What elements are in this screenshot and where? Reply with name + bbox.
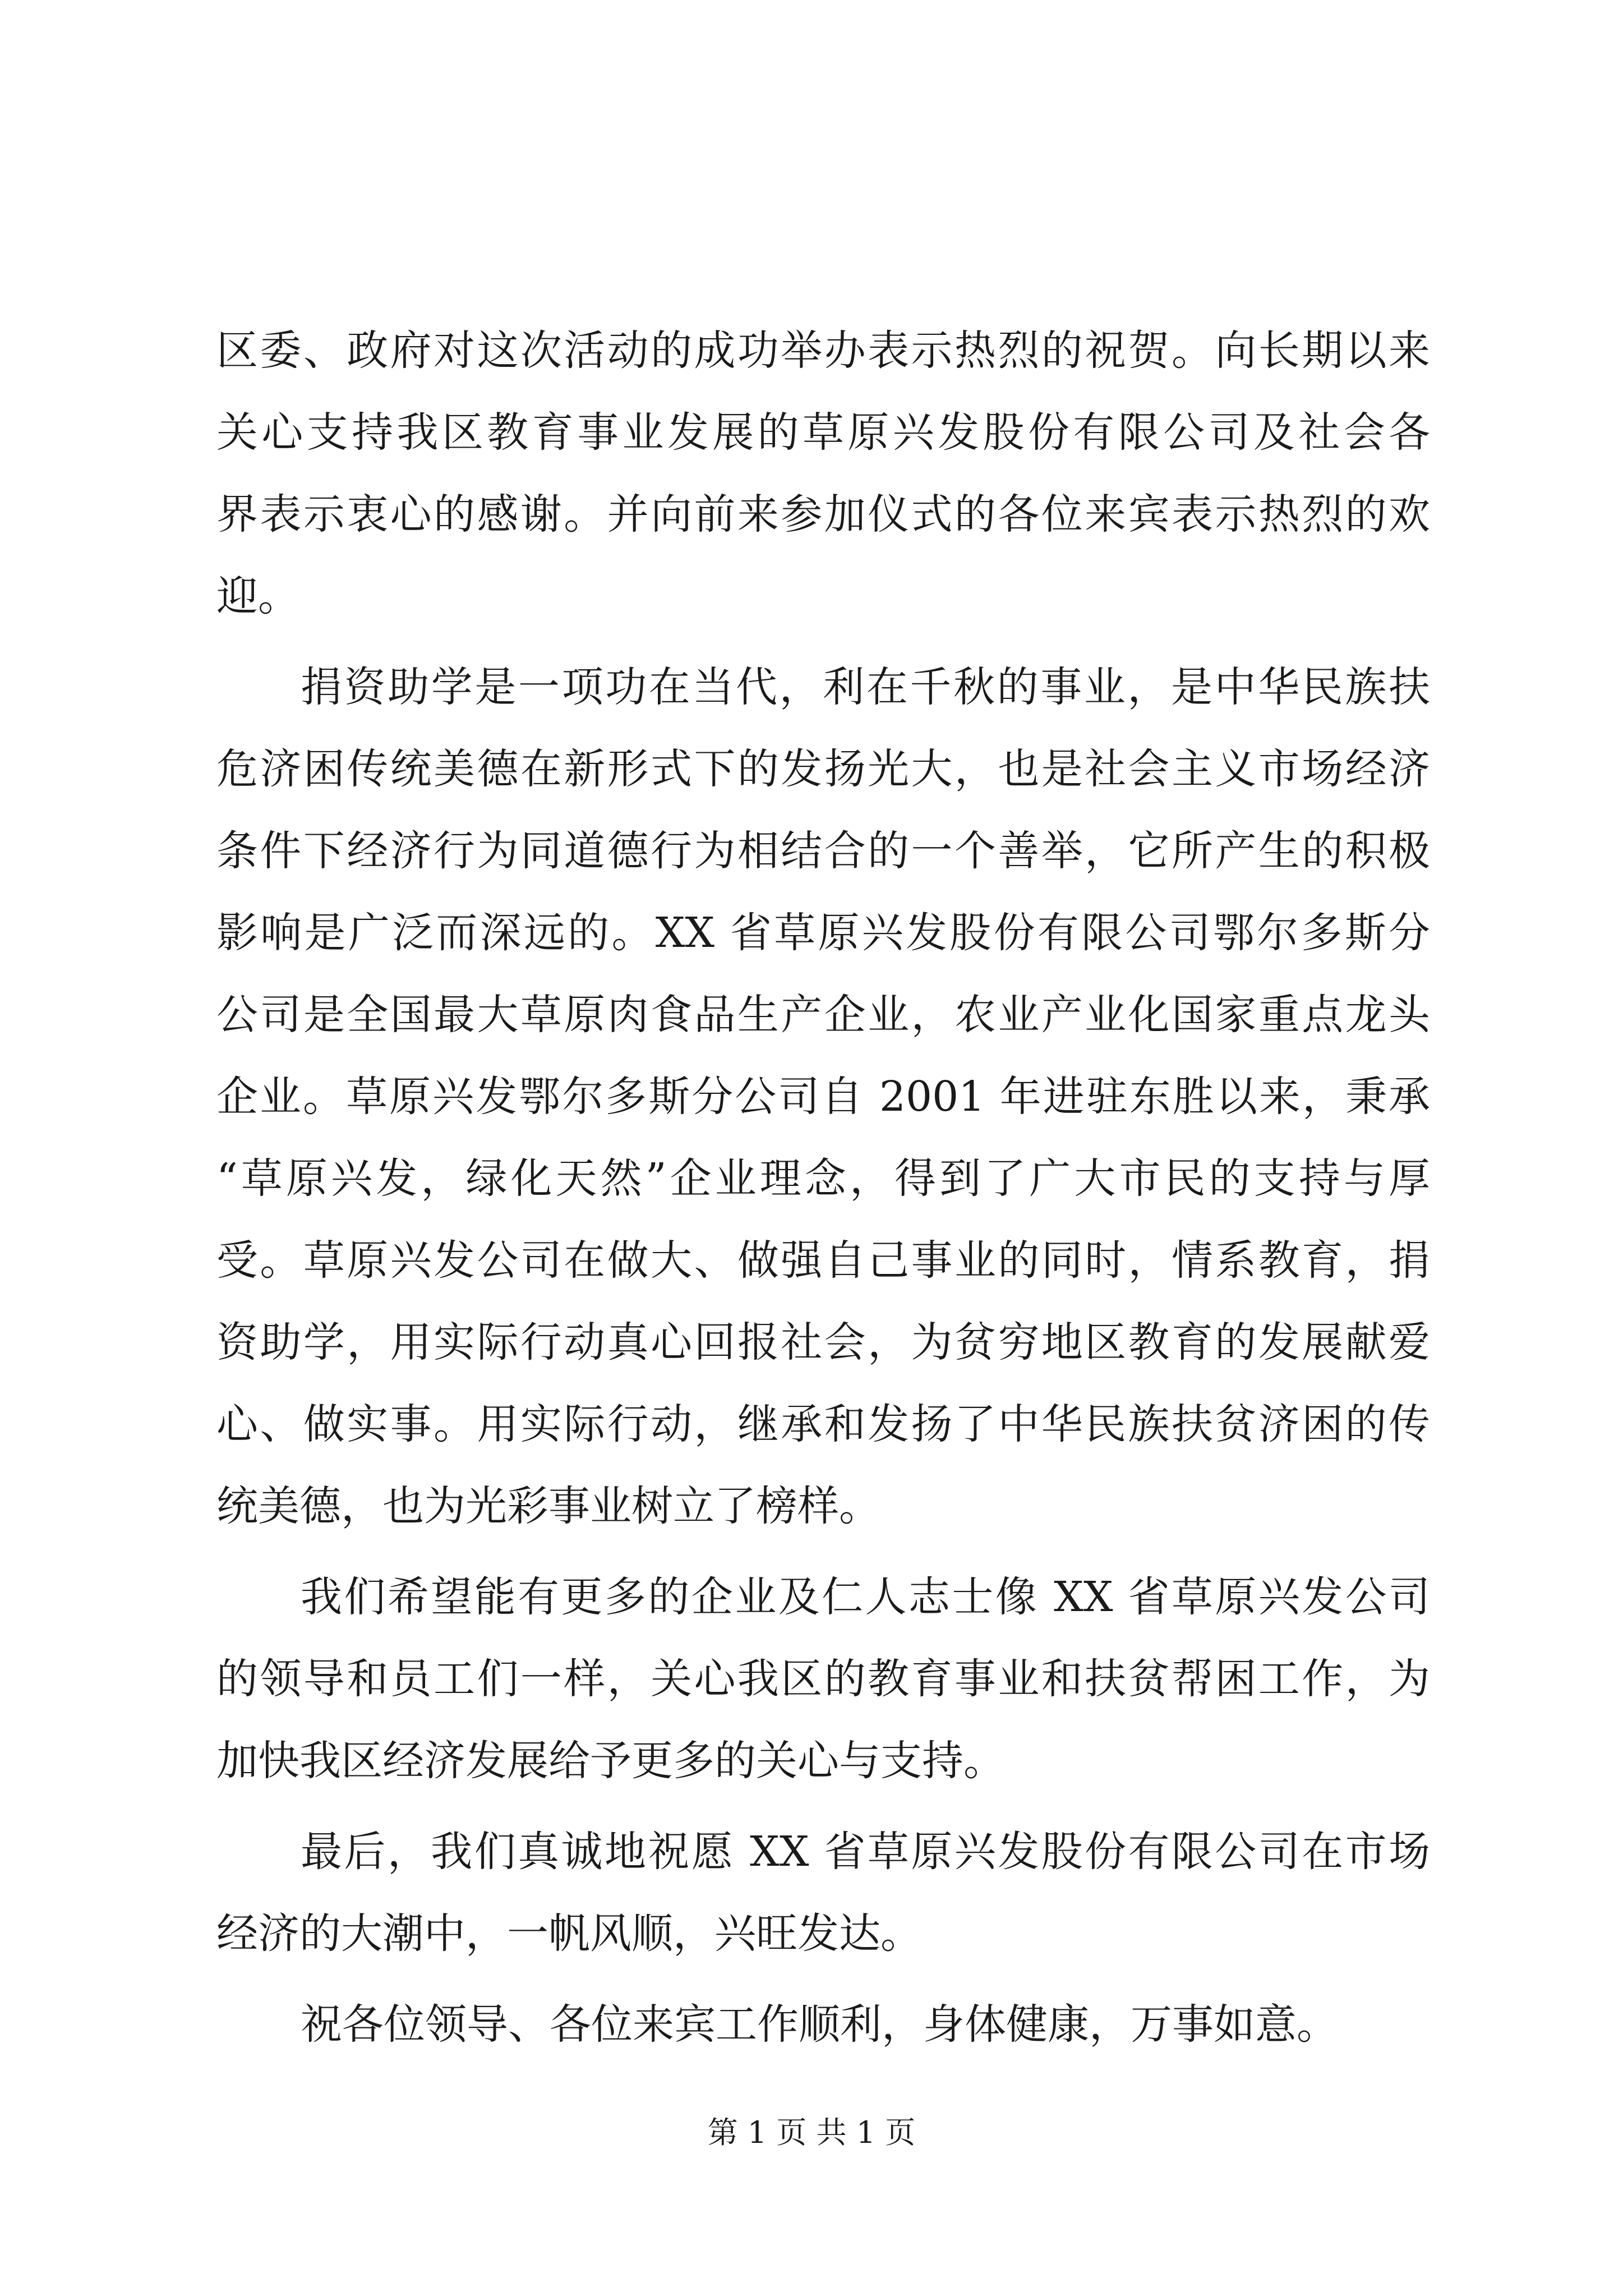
text-line: 受。草原兴发公司在做大、做强自己事业的同时，情系教育，捐 (216, 1236, 1430, 1285)
text-line: 条件下经济行为同道德行为相结合的一个善举，它所产生的积极 (216, 827, 1430, 875)
text-line: 关心支持我区教育事业发展的草原兴发股份有限公司及社会各 (216, 408, 1430, 457)
text-line: 区委、政府对这次活动的成功举办表示热烈的祝贺。向长期以来 (216, 326, 1430, 375)
text-line: 危济困传统美德在新形式下的发扬光大，也是社会主义市场经济 (216, 745, 1430, 793)
text-line: 界表示衷心的感谢。并向前来参加仪式的各位来宾表示热烈的欢 (216, 490, 1430, 539)
text-line: 公司是全国最大草原肉食品生产企业，农业产业化国家重点龙头 (216, 991, 1430, 1039)
text-line: 经济的大潮中，一帆风顺，兴旺发达。 (216, 1910, 922, 1958)
text-line: 最后，我们真诚地祝愿 XX 省草原兴发股份有限公司在市场 (301, 1828, 1430, 1876)
text-line: 捐资助学是一项功在当代，利在千秋的事业，是中华民族扶 (301, 663, 1430, 711)
text-line: 我们希望能有更多的企业及仁人志士像 XX 省草原兴发公司 (301, 1573, 1430, 1621)
text-line: 的领导和员工们一样，关心我区的教育事业和扶贫帮困工作，为 (216, 1655, 1430, 1703)
text-line: 企业。草原兴发鄂尔多斯分公司自 2001 年进驻东胜以来，秉承 (216, 1073, 1430, 1121)
text-line: 资助学，用实际行动真心回报社会，为贫穷地区教育的发展献爱 (216, 1318, 1430, 1366)
page-number-footer: 第 1 页 共 1 页 (707, 2115, 916, 2150)
text-line: “草原兴发，绿化天然”企业理念，得到了广大市民的支持与厚 (216, 1154, 1430, 1203)
text-line: 心、做实事。用实际行动，继承和发扬了中华民族扶贫济困的传 (216, 1400, 1430, 1448)
text-line: 统美德，也为光彩事业树立了榜样。 (216, 1482, 880, 1530)
text-line: 影响是广泛而深远的。XX 省草原兴发股份有限公司鄂尔多斯分 (216, 909, 1430, 957)
text-line: 加快我区经济发展给予更多的关心与支持。 (216, 1737, 1005, 1785)
text-line: 迎。 (216, 572, 299, 620)
text-line: 祝各位领导、各位来宾工作顺利，身体健康，万事如意。 (301, 2000, 1338, 2049)
